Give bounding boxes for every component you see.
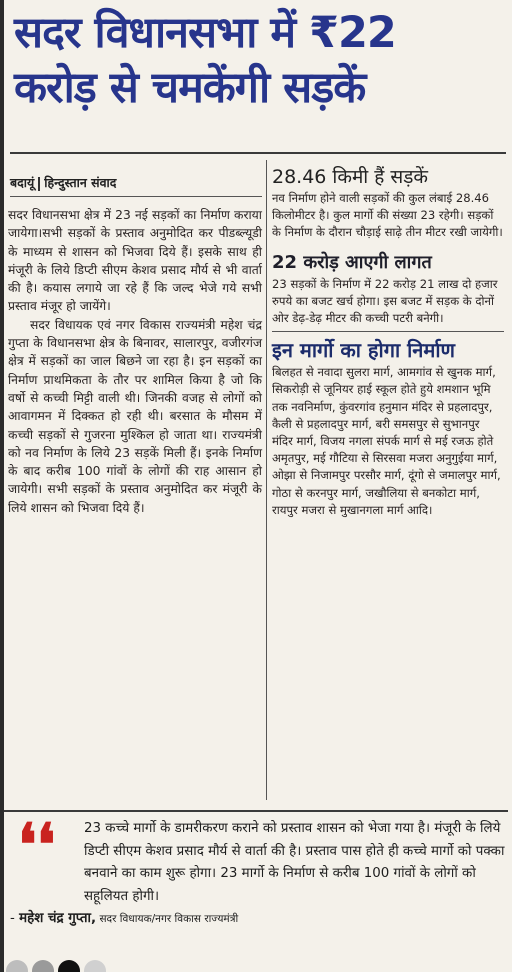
byline-separator xyxy=(38,177,40,191)
quote-text xyxy=(10,811,506,931)
byline-source: हिन्दुस्तान संवाद xyxy=(44,175,117,190)
dot-icon xyxy=(84,960,106,972)
sidebar-title-roads: इन मार्गो का होगा निर्माण xyxy=(272,338,456,363)
sidebar-text-roads: बिलहत से नवादा सुलरा मार्ग, आमगांव से खुनक मार्ग, सिकरोड़ी से जूनियर हाई स्कूल होते हुये शमशान भूमि तक नवनिर्माण, कुंवरगांव हनुमान मंदिर से प्रहलादपुर, कैली से प्रहलादपुर मार्ग, बरी समसपुर से सुभानपुर मंदिर मार्ग, विजय नगला संपर्क मार्ग से मई रजऊ होते अमृतपुर, मई गौटिया से सिरसवा मजरा अनुगुईया मार्ग, ओझा से निजामपुर परसौर मार्ग, दूंगो से जमालपुर मार्ग, गोठा से करनपुर मार्ग, जखौलिया से बनकोटा मार्ग, रायपुर मजरा से मुखानगला मार्ग आदि। xyxy=(272,365,501,517)
headline-line-2: करोड़ से चमकेंगी सड़कें xyxy=(14,63,366,113)
quote-author: महेश चंद्र गुप्ता, xyxy=(19,911,97,926)
dot-icon xyxy=(6,960,28,972)
headline-rule xyxy=(10,152,506,154)
main-story-para-2: सदर विधायक एवं नगर विकास राज्यमंत्री महेश चंद्र गुप्ता के विधानसभा क्षेत्र के बिनावर, सालारपुर, वजीरगंज क्षेत्र में सड़कों का जाल बिछने जा रहा है। इन सड़कों का निर्माण प्राथमिकता के तौर पर शामिल किया है जो कि वर्षो से कच्ची मिट्टी वाली थी। जिनकी वजह से लोगों को आवागमन में दिक्कत हो रही थी। बरसात के मौसम में कच्ची सड़कों से गुजरना मुश्किल हो जाता था। राज्यमंत्री को नव निर्माण के लिये 23 सड़कें मिली हैं। इनके निर्माण के बाद करीब 100 गांवों के लोगों की राह आसान हो जायेगी। सभी सड़कों के प्रस्ताव अनुमोदित कर मंजूरी के लिये शासन को भिजवा दिये हैं। xyxy=(8,317,262,515)
sidebar-title-cost: 22 करोड़ आएगी लागत xyxy=(272,251,432,273)
quote-dash: - xyxy=(10,911,20,926)
quote-mark-icon: ❛❛ xyxy=(18,811,56,879)
column-separator xyxy=(266,160,267,800)
sidebar-title-length: 28.46 किमी हैं सड़कें xyxy=(272,166,428,188)
sidebar xyxy=(272,164,504,519)
headline-line-1: सदर विधानसभा में ₹22 xyxy=(14,8,396,58)
sidebar-text-cost: 23 सड़कों के निर्माण में 22 करोड़ 21 लाख दो हजार रुपये का बजट खर्च होगा। इस बजट में सड़क के दोनों ओर डेढ़-डेढ़ मीटर की कच्ची पटरी बनेगी। xyxy=(272,276,498,326)
byline xyxy=(10,174,116,191)
main-story xyxy=(8,206,262,517)
dot-icon xyxy=(58,960,80,972)
sidebar-text-length: नव निर्माण होने वाली सड़कों की कुल लंबाई 28.46 किलोमीटर है। कुल मार्गो की संख्या 23 रहेगी। सड़कों के निर्माण के दौरान चौड़ाई साढ़े तीन मीटर रखी जायेगी। xyxy=(272,191,503,240)
byline-rule xyxy=(10,196,262,197)
headline xyxy=(14,6,508,116)
sidebar-rule xyxy=(272,331,504,332)
quote-role: सदर विधायक/नगर विकास राज्यमंत्री xyxy=(96,913,239,925)
main-story-para-1: सदर विधानसभा क्षेत्र में 23 नई सड़कों का निर्माण कराया जायेगा।सभी सड़कों के प्रस्ताव अनुमोदित कर पीडब्ल्यूडी के माध्यम से शासन को भिजवा दिये हैं। इसके साथ ही मंजूरी के लिये डिप्टी सीएम केशव प्रसाद मौर्य से भी वार्ता की है। कयास लगाये जा रहे हैं कि जल्द भेजे गये सभी प्रस्ताव मंजूर हो जायेंगे। xyxy=(8,208,262,314)
quote-box xyxy=(4,810,508,962)
quote-body: 23 कच्चे मार्गो के डामरीकरण कराने को प्रस्ताव शासन को भेजा गया है। मंजूरी के लिये डिप्टी सीएम केशव प्रसाद मौर्य से वार्ता की है। प्रस्ताव पास होते ही कच्चे मार्गो को पक्का बनवाने का काम शुरू होगा। 23 मार्गो के निर्माण से करीब 100 गांवों के लोगों को सहूलियत होगी। xyxy=(84,821,505,904)
dot-icon xyxy=(32,960,54,972)
bottom-dots xyxy=(6,960,126,972)
byline-place: बदायूं xyxy=(10,175,35,190)
